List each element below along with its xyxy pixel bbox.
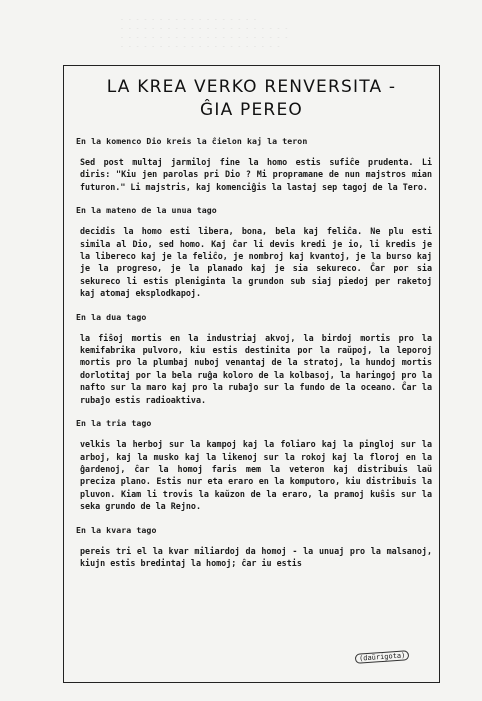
section-text-2: decidis la homo esti libera, bona, bela kaj feliĉa. Ne plu esti simila al Dio, sed homo. Kaj ĉar li devis kredi je io, li kredis je la libereco kaj je la feliĉo, je nombroj kaj kvantoj, je la burso kaj je la progreso, je la planado kaj je sia sekureco. Ĉar por sia sekureco li estis pleniginta la grundon sub siaj piedoj per raketoj kaj atomaj eksplodkapoj. [80,226,432,299]
section-text-4: velkis la herboj sur la kampoj kaj la foliaro kaj la pingloj sur la arboj, kaj la musko kaj la likenoj sur la rokoj kaj la floroj en la ĝardenoj, ĉar la homoj faris mem la veteron kaj distribuis laŭ preciza plano. Estis nur eta eraro en la komputoro, kiu distribuis la pluvon. Kiam li trovis la kaŭzon de la eraro, la pramoj kuŝis sur la seka grundo de la Rejno. [80,439,432,512]
section-heading-4: En la tria tago [76,418,152,429]
section-heading-1: En la komenco Dio kreis la ĉielon kaj la teron [76,136,308,146]
article-frame [63,65,440,683]
section-heading-3: En la dua tago [76,311,147,322]
section-heading-5: En la kvara tago [76,524,157,535]
section-heading-2: En la mateno de la unua tago [76,205,217,216]
section-text-5: pereis tri el la kvar miliardoj da homoj - la unuaj pro la malsanoj, kiujn estis bredintaj la homoj; ĉar iu estis [80,545,432,568]
article-title-line-1: LA KREA VERKO RENVERSITA - [106,77,397,97]
section-text-3: la fiŝoj mortis en la industriaj akvoj, la birdoj mortis pro la kemifabrika pulvoro, kiu estis destinita por la raŭpoj, la leporoj mortis pro la plumbaj nuboj venantaj de la stratoj, la hundoj mortis dorlotitaj por la bela ruĝa koloro de la kolbasoj, la haringoj pro la nafto sur la maro kaj pro la rubaĵo sur la fundo de la oceano. Ĉar la rubaĵo estis radioaktiva. [80,332,432,405]
bleed-through-text: - - - - - - - - - - - - - - - - - - - - - - - - - - - - - - - - - - - - - - - - - - - - - - - - - - - - - - - - - - - - - - - - - - - - - - - - - - - - - - - - - - - [120,15,289,50]
continued-note: (daŭrigota) [354,650,409,664]
article-title-line-2: ĜIA PEREO [200,100,303,120]
section-text-1: Sed post multaj jarmiloj fine la homo estis sufiĉe prudenta. Li diris: "Kiu jen parolas pri Dio ? Mi propramane de nun majstros mian futuron." Li majstris, kaj komenciĝis la lastaj sep tagoj de la Tero. [80,157,432,192]
article-body [76,136,432,581]
